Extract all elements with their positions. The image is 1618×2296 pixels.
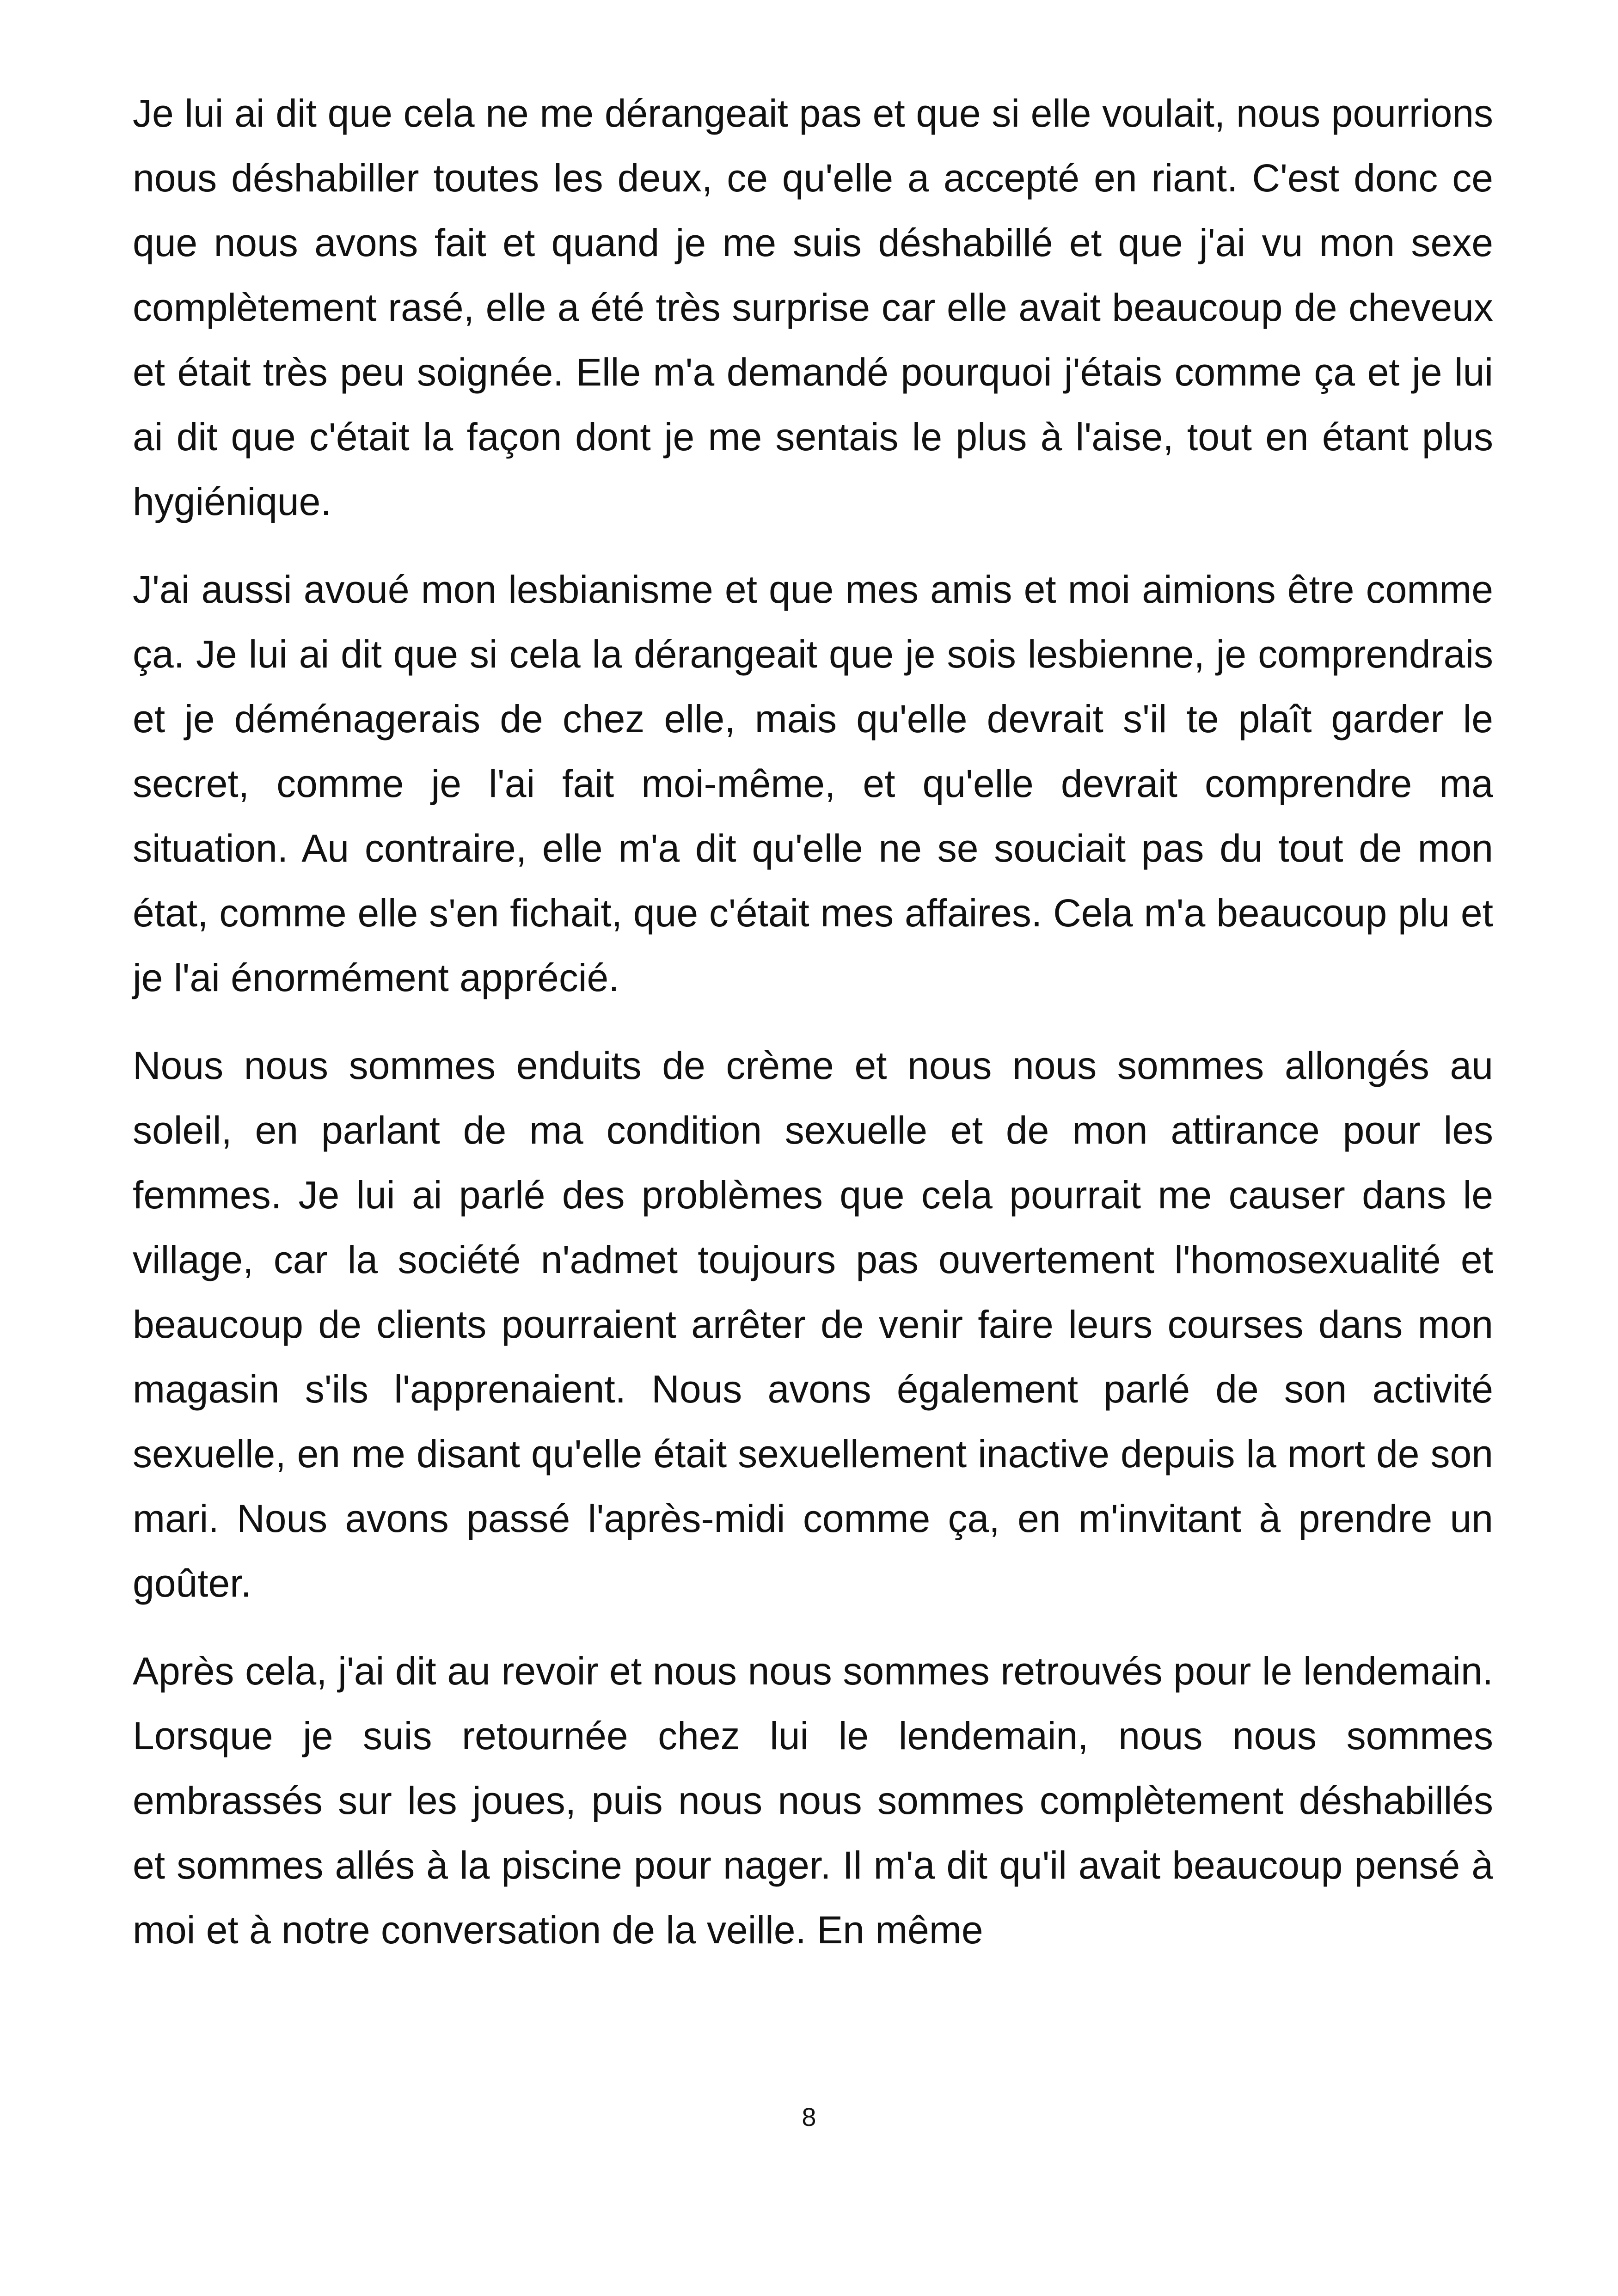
paragraph-4: Après cela, j'ai dit au revoir et nous nous sommes retrouvés pour le lendemain. Lorsque je suis retournée chez lui le lendemain, nous nous sommes embrassés sur les joues, puis nous nous sommes complètement déshabillés et sommes allés à la piscine pour nager. Il m'a dit qu'il avait beaucoup pensé à moi et à notre conversation de la veille. En même bbox=[133, 1649, 1493, 1952]
paragraph-1: Je lui ai dit que cela ne me dérangeait pas et que si elle voulait, nous pourrions nous déshabiller toutes les deux, ce qu'elle a accepté en riant. C'est donc ce que nous avons fait et quand je me suis déshabillé et que j'ai vu mon sexe complètement rasé, elle a été très surprise car elle avait beaucoup de cheveux et était très peu soignée. Elle m'a demandé pourquoi j'étais comme ça et je lui ai dit que c'était la façon dont je me sentais le plus à l'aise, tout en étant plus hygiénique. bbox=[133, 92, 1493, 523]
paragraph-2: J'ai aussi avoué mon lesbianisme et que mes amis et moi aimions être comme ça. Je lui ai dit que si cela la dérangeait que je sois lesbienne, je comprendrais et je déménagerais de chez elle, mais qu'elle devrait s'il te plaît garder le secret, comme je l'ai fait moi-même, et qu'elle devrait comprendre ma situation. Au contraire, elle m'a dit qu'elle ne se souciait pas du tout de mon état, comme elle s'en fichait, que c'était mes affaires. Cela m'a beaucoup plu et je l'ai énormément apprécié. bbox=[133, 568, 1493, 999]
paragraph-3: Nous nous sommes enduits de crème et nous nous sommes allongés au soleil, en parlant de ma condition sexuelle et de mon attirance pour les femmes. Je lui ai parlé des problèmes que cela pourrait me causer dans le village, car la société n'admet toujours pas ouvertement l'homosexualité et beaucoup de clients pourraient arrêter de venir faire leurs courses dans mon magasin s'ils l'apprenaient. Nous avons également parlé de son activité sexuelle, en me disant qu'elle était sexuellement inactive depuis la mort de son mari. Nous avons passé l'après-midi comme ça, en m'invitant à prendre un goûter. bbox=[133, 1044, 1493, 1605]
body-text bbox=[133, 81, 1493, 1962]
page-number: 8 bbox=[802, 2102, 816, 2131]
